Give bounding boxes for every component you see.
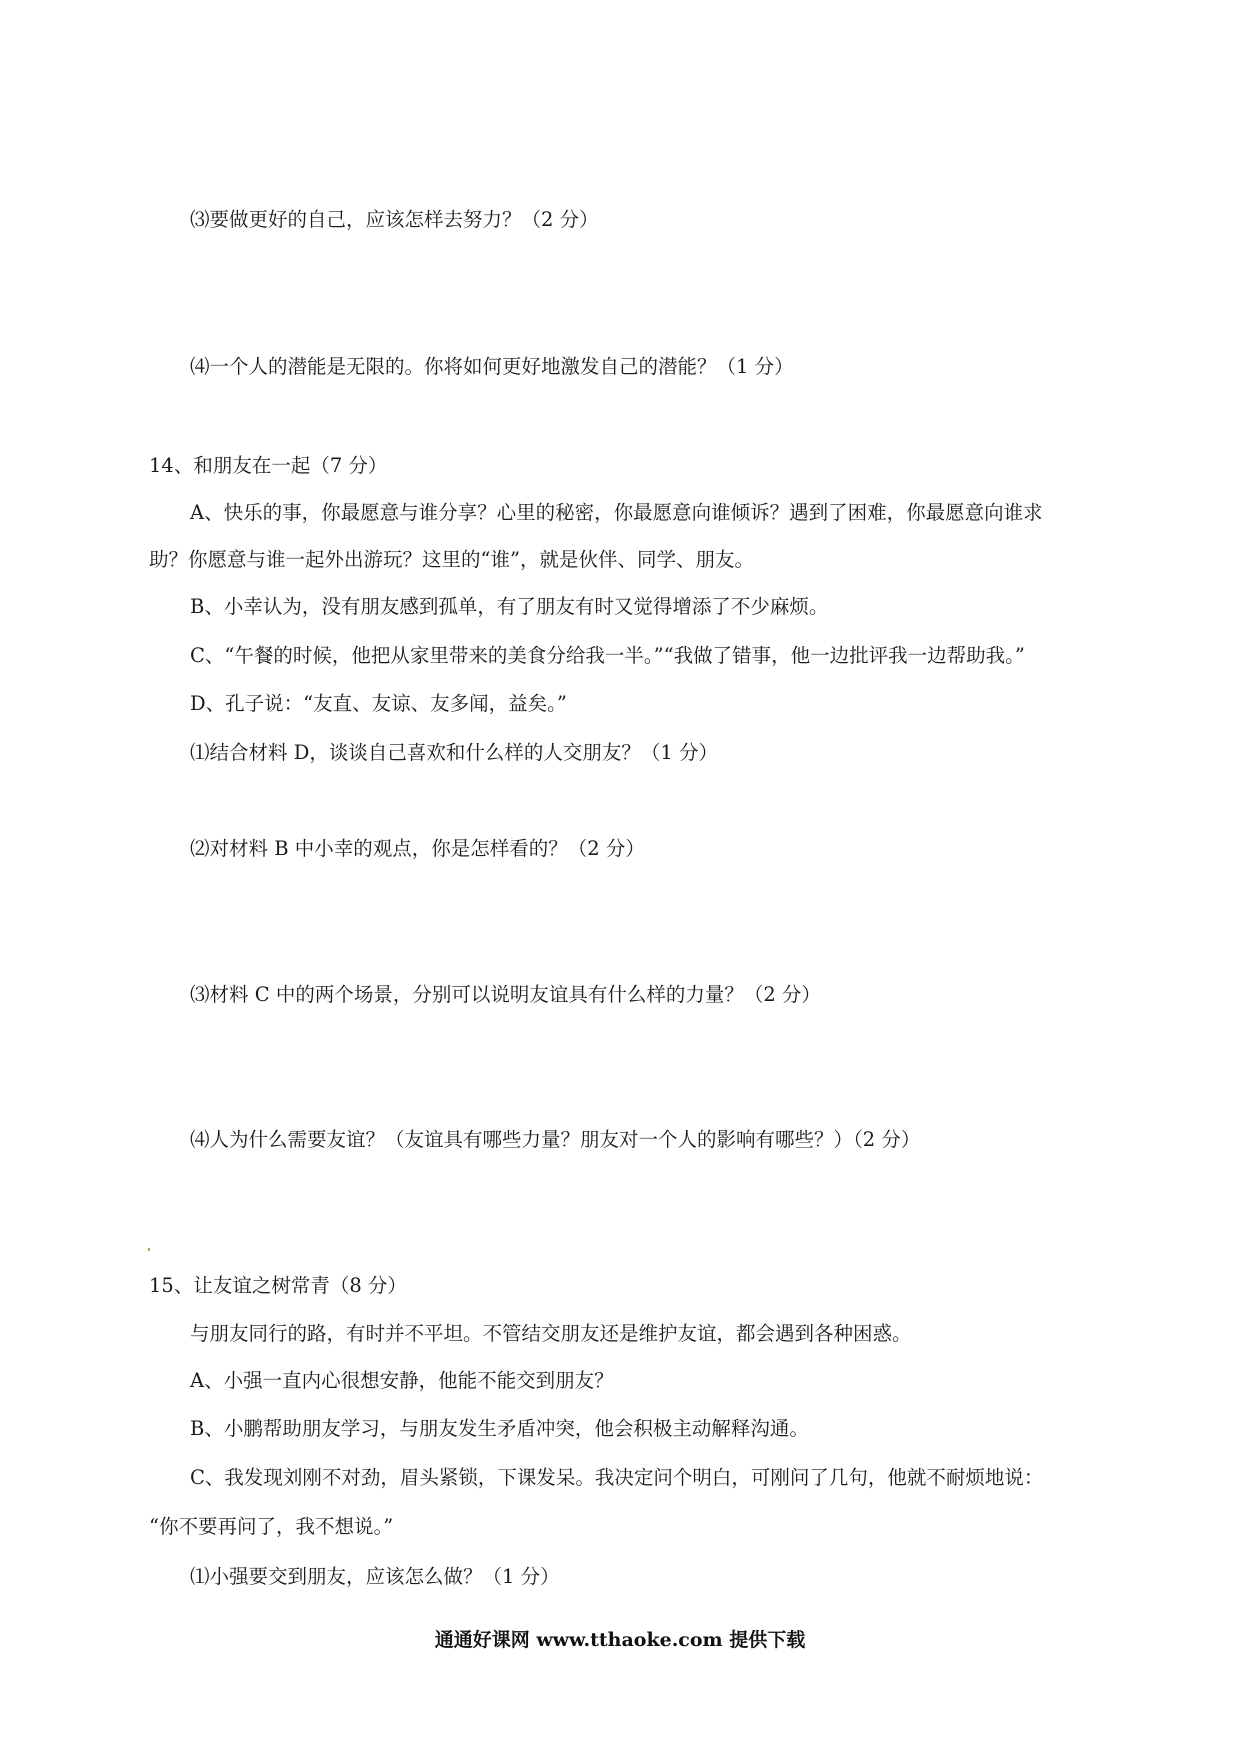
- q13-sub4: ⑷一个人的潜能是无限的。你将如何更好地激发自己的潜能？（1 分）: [190, 355, 794, 378]
- q14-material-b: B、小幸认为，没有朋友感到孤单，有了朋友有时又觉得增添了不少麻烦。: [190, 595, 829, 618]
- q15-title: 15、让友谊之树常青（8 分）: [149, 1274, 407, 1297]
- q14-material-d: D、孔子说：“友直、友谅、友多闻，益矣。”: [190, 692, 567, 715]
- q14-sub4: ⑷人为什么需要友谊？（友谊具有哪些力量？朋友对一个人的影响有哪些？）（2 分）: [190, 1128, 921, 1151]
- q13-sub3: ⑶要做更好的自己，应该怎样去努力？（2 分）: [190, 208, 599, 231]
- q15-material-b: B、小鹏帮助朋友学习，与朋友发生矛盾冲突，他会积极主动解释沟通。: [190, 1417, 809, 1440]
- q15-intro: 与朋友同行的路，有时并不平坦。不管结交朋友还是维护友谊，都会遇到各种困惑。: [190, 1322, 912, 1345]
- q15-sub1: ⑴小强要交到朋友，应该怎么做？（1 分）: [190, 1565, 560, 1588]
- q14-material-a-line1: A、快乐的事，你最愿意与谁分享？心里的秘密，你最愿意向谁倾诉？遇到了困难，你最愿意向谁求: [190, 501, 1043, 524]
- q14-material-c: C、“午餐的时候，他把从家里带来的美食分给我一半。”“我做了错事，他一边批评我一边帮助我。”: [190, 644, 1025, 667]
- q14-material-a-line2: 助？你愿意与谁一起外出游玩？这里的“谁”，就是伙伴、同学、朋友。: [149, 548, 754, 571]
- q14-sub1: ⑴结合材料 D，谈谈自己喜欢和什么样的人交朋友？（1 分）: [190, 741, 718, 764]
- q14-sub2: ⑵对材料 B 中小幸的观点，你是怎样看的？（2 分）: [190, 837, 645, 860]
- q15-material-c-line1: C、我发现刘刚不对劲，眉头紧锁，下课发呆。我决定问个明白，可刚问了几句，他就不耐烦地说：: [190, 1466, 1044, 1489]
- stray-mark: [148, 1248, 150, 1251]
- q15-material-c-line2: “你不要再问了，我不想说。”: [149, 1515, 394, 1538]
- q14-title: 14、和朋友在一起（7 分）: [149, 454, 388, 477]
- page-footer: 通通好课网 www.tthaoke.com 提供下载: [434, 1629, 806, 1651]
- q15-material-a: A、小强一直内心很想安静，他能不能交到朋友？: [190, 1369, 614, 1392]
- q14-sub3: ⑶材料 C 中的两个场景，分别可以说明友谊具有什么样的力量？（2 分）: [190, 983, 821, 1006]
